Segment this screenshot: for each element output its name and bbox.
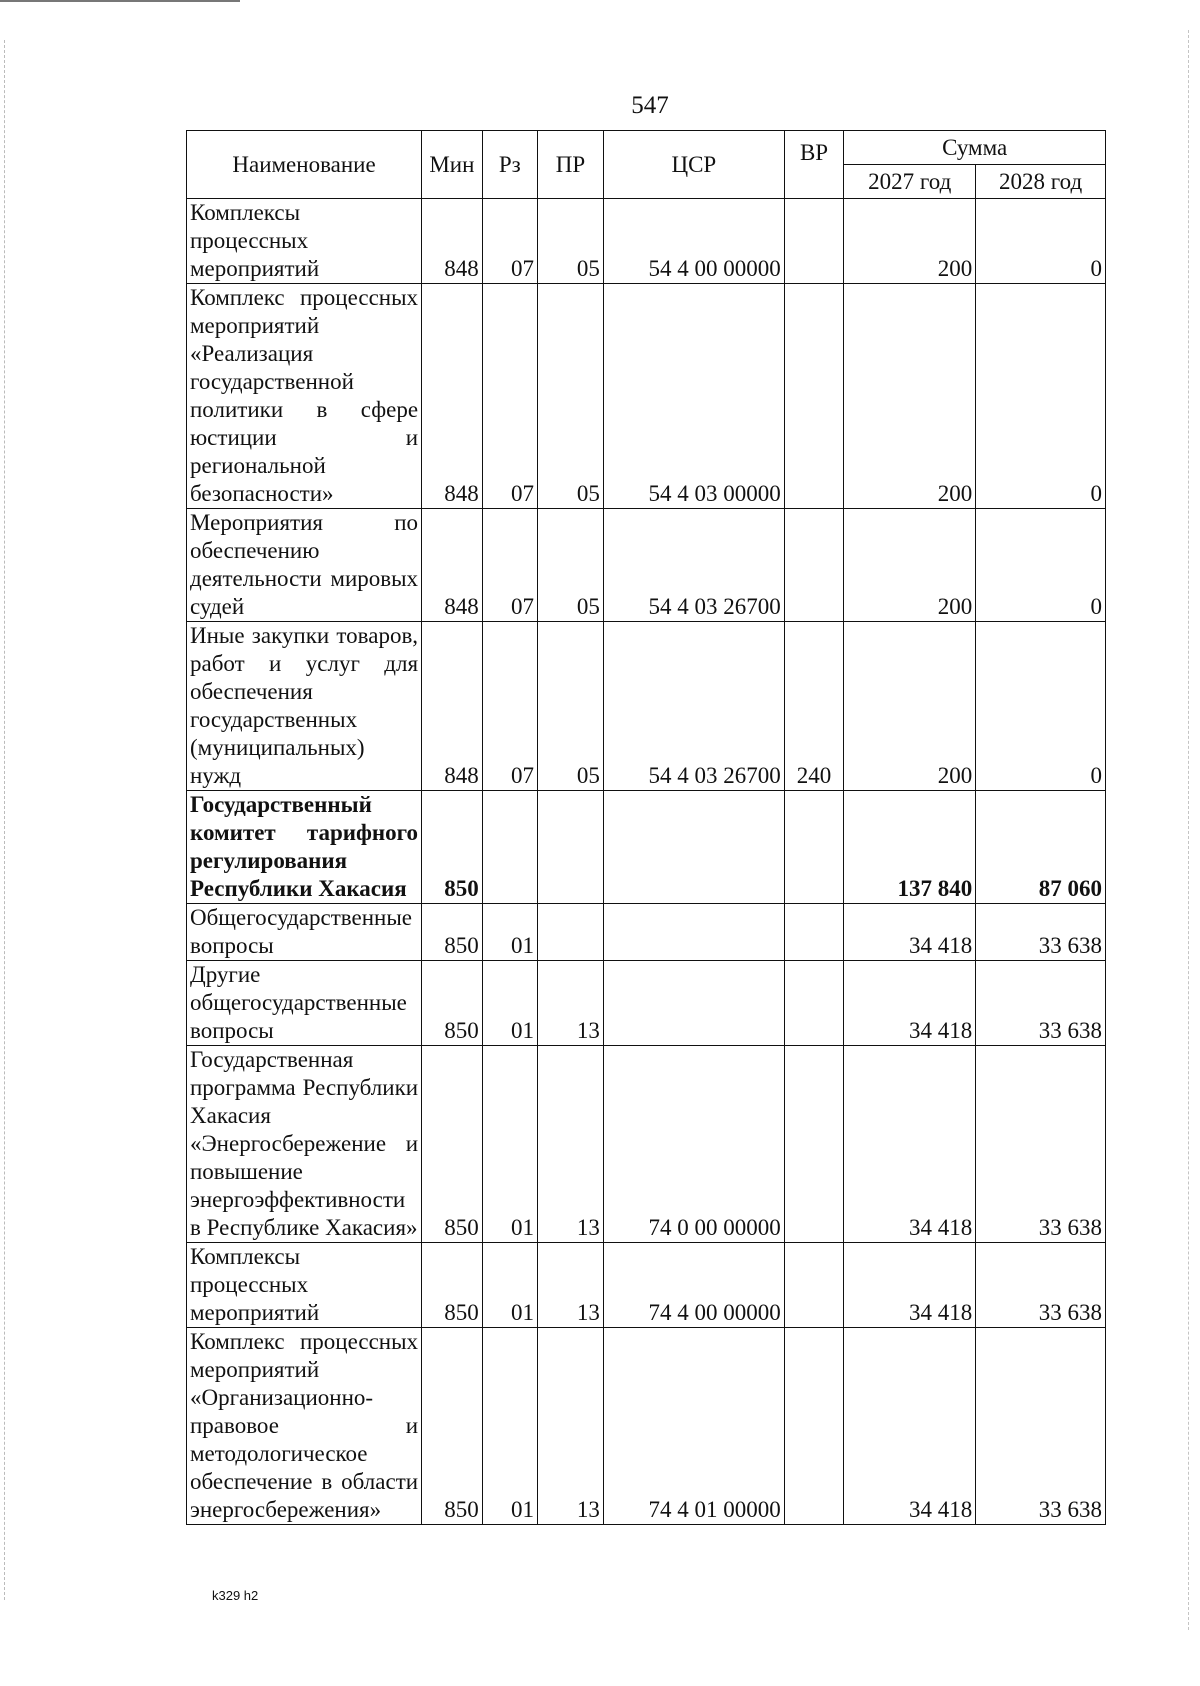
cell-min: 848 [422, 199, 483, 284]
cell-pr: 05 [537, 284, 603, 509]
header-sum: Сумма [844, 131, 1106, 165]
header-rz: Рз [482, 131, 537, 199]
cell-min: 850 [422, 904, 483, 961]
cell-csr: 74 4 00 00000 [603, 1243, 784, 1328]
cell-2027: 34 418 [844, 904, 976, 961]
cell-csr: 74 4 01 00000 [603, 1328, 784, 1525]
cell-name: Комплекс процессных мероприятий «Организационно-правовое и методологическое обеспечение в области энергосбережения» [187, 1328, 422, 1525]
header-name: Наименование [187, 131, 422, 199]
cell-pr: 05 [537, 199, 603, 284]
cell-2028: 0 [976, 622, 1106, 791]
cell-rz: 01 [482, 1328, 537, 1525]
cell-name: Иные закупки товаров, работ и услуг для обеспечения государственных (муниципальных) нужд [187, 622, 422, 791]
cell-2028: 87 060 [976, 791, 1106, 904]
cell-2028: 0 [976, 284, 1106, 509]
table-body [187, 199, 1106, 1525]
cell-name: Общегосударственные вопросы [187, 904, 422, 961]
cell-2027: 200 [844, 509, 976, 622]
header-csr: ЦСР [603, 131, 784, 199]
cell-name: Государственная программа Республики Хакасия «Энергосбережение и повышение энергоэффективности в Республике Хакасия» [187, 1046, 422, 1243]
cell-min: 850 [422, 1328, 483, 1525]
cell-name: Мероприятия по обеспечению деятельности мировых судей [187, 509, 422, 622]
table-row [187, 791, 1106, 904]
cell-csr [603, 904, 784, 961]
table-row [187, 904, 1106, 961]
cell-rz: 07 [482, 622, 537, 791]
cell-name: Государственный комитет тарифного регулирования Республики Хакасия [187, 791, 422, 904]
scan-edge-top [0, 0, 240, 2]
cell-csr: 54 4 00 00000 [603, 199, 784, 284]
cell-2027: 34 418 [844, 1328, 976, 1525]
table-row [187, 1046, 1106, 1243]
cell-pr: 13 [537, 1243, 603, 1328]
cell-min: 850 [422, 1046, 483, 1243]
cell-name: Другие общегосударственные вопросы [187, 961, 422, 1046]
cell-name: Комплекс процессных мероприятий «Реализация государственной политики в сфере юстиции и региональной безопасности» [187, 284, 422, 509]
cell-2027: 34 418 [844, 1046, 976, 1243]
cell-rz: 07 [482, 284, 537, 509]
cell-min: 848 [422, 509, 483, 622]
cell-pr: 05 [537, 622, 603, 791]
cell-2027: 34 418 [844, 961, 976, 1046]
header-year-2027: 2027 год [844, 165, 976, 199]
cell-min: 850 [422, 791, 483, 904]
cell-vr [784, 791, 844, 904]
cell-csr: 54 4 03 26700 [603, 509, 784, 622]
cell-vr [784, 509, 844, 622]
header-min: Мин [422, 131, 483, 199]
cell-2027: 200 [844, 622, 976, 791]
cell-2027: 34 418 [844, 1243, 976, 1328]
cell-min: 848 [422, 284, 483, 509]
cell-pr [537, 904, 603, 961]
table-row [187, 199, 1106, 284]
cell-vr [784, 284, 844, 509]
cell-vr [784, 904, 844, 961]
cell-2027: 137 840 [844, 791, 976, 904]
cell-min: 848 [422, 622, 483, 791]
cell-vr [784, 1328, 844, 1525]
cell-name: Комплексы процессных мероприятий [187, 1243, 422, 1328]
cell-vr [784, 1243, 844, 1328]
cell-rz: 01 [482, 1046, 537, 1243]
cell-vr: 240 [784, 622, 844, 791]
page-number: 547 [631, 92, 669, 119]
cell-2028: 33 638 [976, 904, 1106, 961]
cell-2028: 33 638 [976, 1328, 1106, 1525]
cell-min: 850 [422, 1243, 483, 1328]
cell-pr: 13 [537, 1046, 603, 1243]
table-row [187, 622, 1106, 791]
cell-csr: 54 4 03 00000 [603, 284, 784, 509]
footer-code: k329 h2 [212, 1588, 259, 1603]
cell-2028: 33 638 [976, 961, 1106, 1046]
table-row [187, 1328, 1106, 1525]
cell-name: Комплексы процессных мероприятий [187, 199, 422, 284]
table-row [187, 961, 1106, 1046]
cell-2028: 33 638 [976, 1243, 1106, 1328]
cell-rz: 07 [482, 199, 537, 284]
scan-edge-left [4, 40, 6, 1600]
cell-pr [537, 791, 603, 904]
header-vr: ВР [784, 131, 844, 199]
cell-2027: 200 [844, 199, 976, 284]
cell-csr: 74 0 00 00000 [603, 1046, 784, 1243]
cell-csr [603, 791, 784, 904]
cell-vr [784, 1046, 844, 1243]
table-row [187, 1243, 1106, 1328]
cell-csr: 54 4 03 26700 [603, 622, 784, 791]
cell-2028: 33 638 [976, 1046, 1106, 1243]
cell-pr: 13 [537, 1328, 603, 1525]
scan-edge-right [1188, 30, 1190, 1630]
cell-pr: 13 [537, 961, 603, 1046]
cell-min: 850 [422, 961, 483, 1046]
budget-table [186, 130, 1106, 1525]
cell-rz: 07 [482, 509, 537, 622]
cell-rz: 01 [482, 904, 537, 961]
cell-2027: 200 [844, 284, 976, 509]
cell-vr [784, 961, 844, 1046]
cell-2028: 0 [976, 509, 1106, 622]
table-row [187, 509, 1106, 622]
cell-vr [784, 199, 844, 284]
header-row-1 [187, 131, 1106, 165]
cell-rz [482, 791, 537, 904]
cell-rz: 01 [482, 1243, 537, 1328]
cell-2028: 0 [976, 199, 1106, 284]
cell-rz: 01 [482, 961, 537, 1046]
header-pr: ПР [537, 131, 603, 199]
cell-csr [603, 961, 784, 1046]
header-year-2028: 2028 год [976, 165, 1106, 199]
cell-pr: 05 [537, 509, 603, 622]
table-row [187, 284, 1106, 509]
